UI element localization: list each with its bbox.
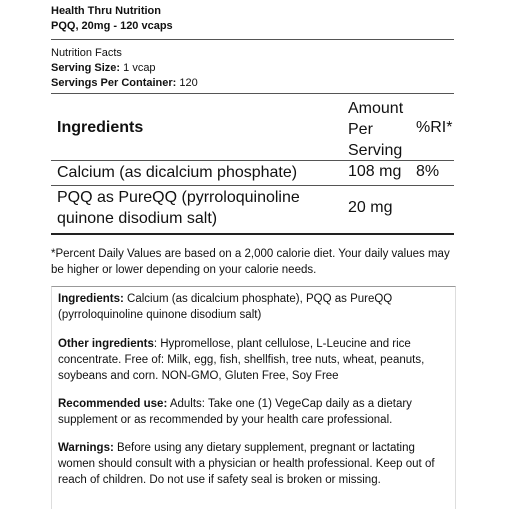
other-ingredients-label: Other ingredients bbox=[58, 338, 154, 350]
ingredient-name-cont: quinone disodium salt) bbox=[57, 210, 218, 227]
ingredients-text: Calcium (as dicalcium phosphate), PQQ as PureQQ (pyrroloquinoline quinone disodium salt) bbox=[58, 293, 393, 321]
servings-label: Servings Per Container: bbox=[51, 77, 177, 89]
ingredient-ri: 8% bbox=[416, 163, 440, 180]
servings-value: 120 bbox=[179, 77, 198, 89]
ingredients-paragraph bbox=[58, 291, 453, 323]
ingredient-name: Calcium (as dicalcium phosphate) bbox=[57, 164, 298, 181]
warnings-paragraph bbox=[58, 440, 453, 488]
ingredient-name: PQQ as PureQQ (pyrroloquinoline bbox=[57, 189, 300, 206]
recommended-use-label: Recommended use: bbox=[58, 398, 168, 410]
ingredients-label: Ingredients: bbox=[58, 293, 124, 305]
serving-info bbox=[51, 46, 454, 91]
other-ingredients-paragraph bbox=[58, 336, 453, 384]
divider bbox=[51, 160, 454, 161]
col-header-ri: %RI* bbox=[416, 119, 453, 136]
serving-size-row bbox=[51, 61, 454, 76]
recommended-use-paragraph bbox=[58, 396, 453, 428]
amount-header-line1: Amount bbox=[348, 100, 404, 117]
warnings-text: Before using any dietary supplement, pregnant or lactating women should consult with a physician or health professional. Keep out of reach of children. Do not use if safety seal is broken or missing. bbox=[58, 442, 435, 486]
ingredient-amount: 108 mg bbox=[348, 163, 402, 180]
amount-header-line3: Serving bbox=[348, 142, 403, 159]
serving-size-value: 1 vcap bbox=[123, 62, 156, 74]
ingredient-amount: 20 mg bbox=[348, 199, 393, 216]
amount-header-line2: Per bbox=[348, 121, 373, 138]
warnings-label: Warnings: bbox=[58, 442, 114, 454]
product-header bbox=[51, 4, 454, 34]
brand-name: Health Thru Nutrition bbox=[51, 5, 161, 17]
recommended-use-text: Adults: Take one (1) VegeCap daily as a dietary supplement or as recommended by your health care professional. bbox=[58, 398, 412, 426]
table-row bbox=[57, 187, 300, 229]
divider bbox=[51, 233, 454, 235]
servings-per-container-row bbox=[51, 76, 454, 91]
facts-title: Nutrition Facts bbox=[51, 47, 122, 59]
daily-value-footnote: *Percent Daily Values are based on a 2,000 calorie diet. Your daily values may be higher or lower depending on your calorie needs. bbox=[51, 248, 450, 276]
divider bbox=[51, 93, 454, 94]
table-row bbox=[57, 162, 297, 183]
col-header-ingredients: Ingredients bbox=[57, 119, 144, 136]
divider bbox=[51, 185, 454, 186]
col-header-amount bbox=[348, 98, 403, 161]
product-name: PQQ, 20mg - 120 vcaps bbox=[51, 20, 173, 32]
serving-size-label: Serving Size: bbox=[51, 62, 121, 74]
other-ingredients-text: : Hypromellose, plant cellulose, L-Leucine and rice concentrate. Free of: Milk, egg, fish, shellfish, tree nuts, wheat, peanuts, soybeans and corn. NON-GMO, Gluten Free, Soy Free bbox=[58, 338, 425, 382]
divider bbox=[51, 39, 454, 40]
